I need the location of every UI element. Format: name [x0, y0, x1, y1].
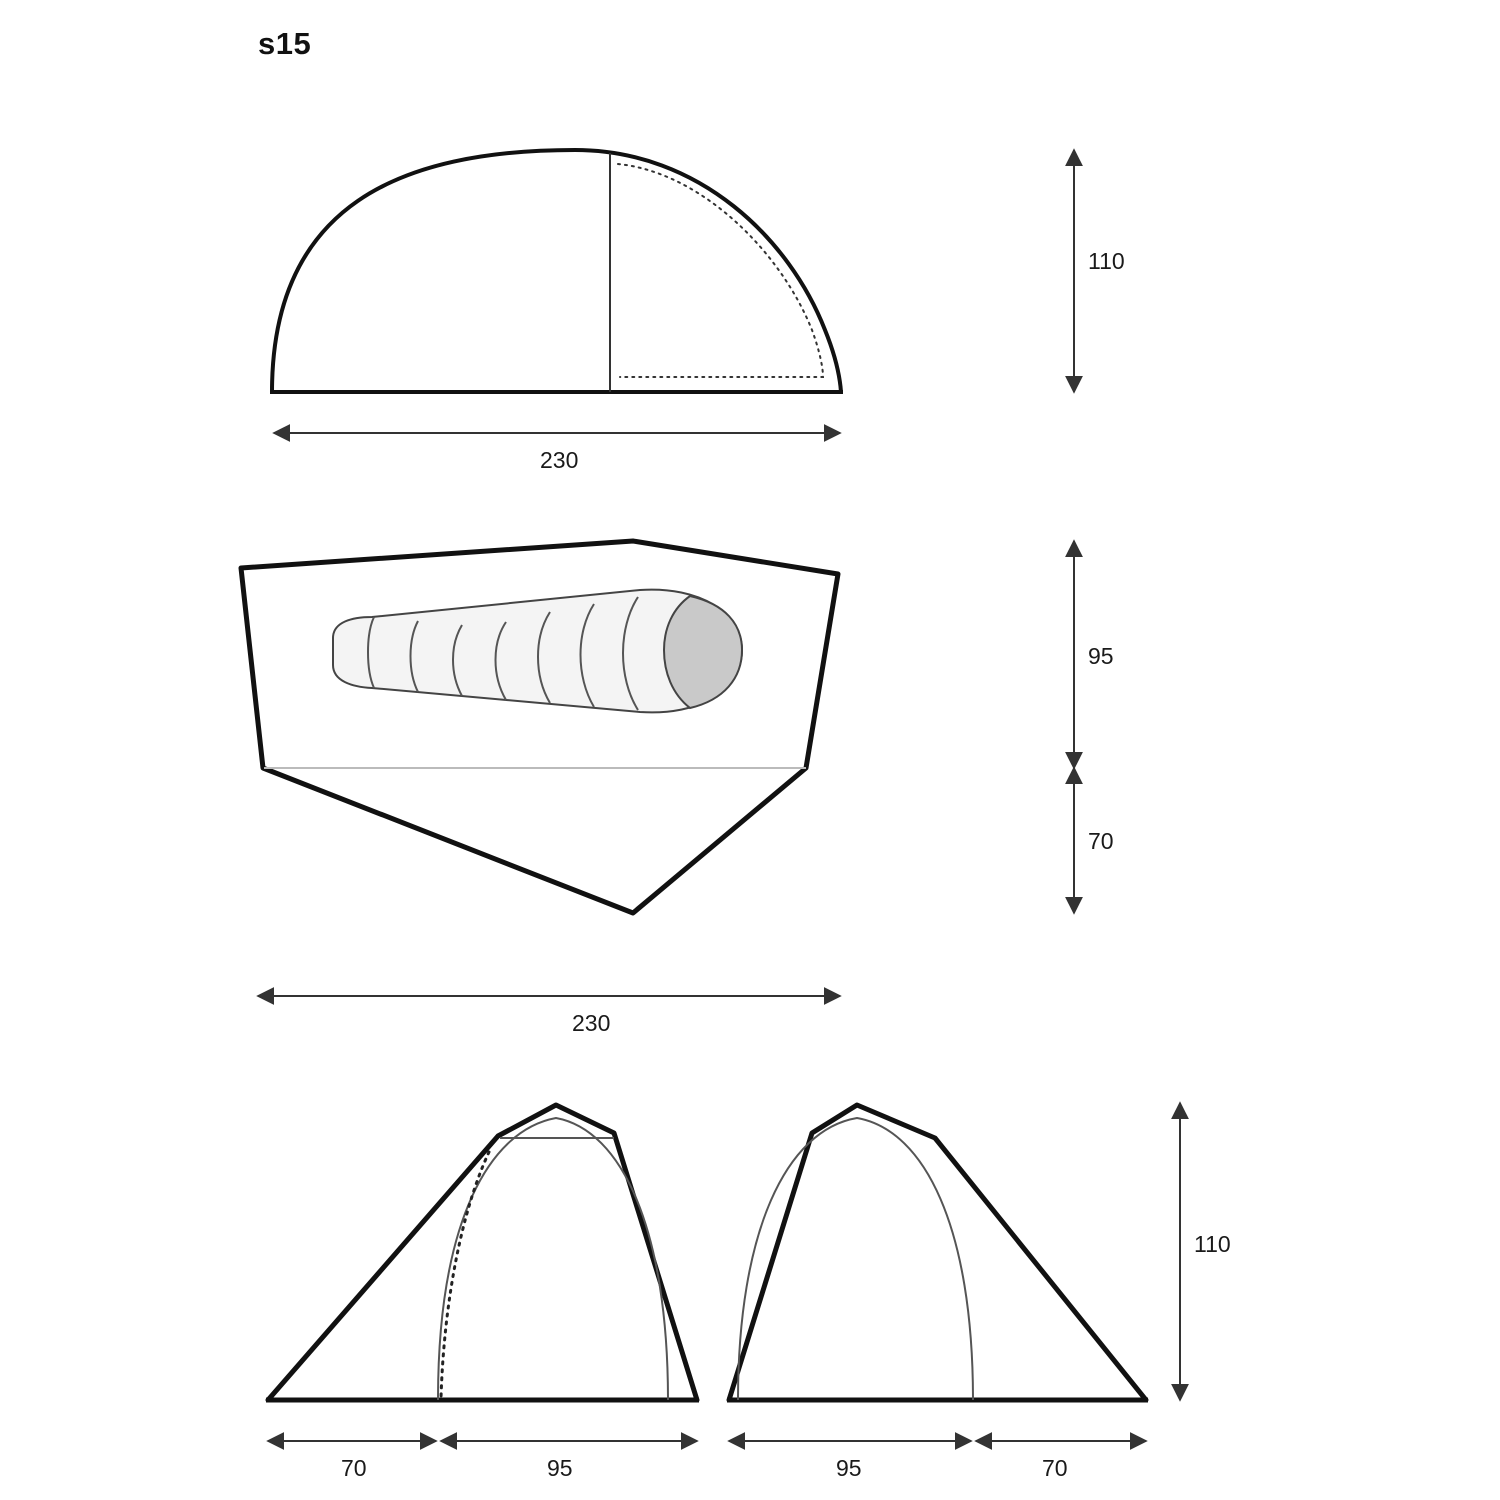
dimension-label-plan-vestibule-depth: 70	[1088, 828, 1114, 854]
dimension-label-plan-inner-width: 95	[1088, 643, 1114, 669]
tent-side-outline	[272, 150, 841, 392]
page-title: s15	[258, 26, 312, 61]
side-elevation-view	[270, 150, 843, 392]
rear-end-view	[727, 1105, 1148, 1400]
dimension-label-side-length: 230	[540, 447, 579, 473]
dimension-label-plan-length: 230	[572, 1010, 611, 1036]
dimension-label-rear-inner-width: 95	[836, 1455, 862, 1481]
dimension-label-front-vestibule-width: 70	[341, 1455, 367, 1481]
front-end-view	[266, 1105, 699, 1400]
dimension-label-front-inner-width: 95	[547, 1455, 573, 1481]
dimension-label-side-height: 110	[1088, 248, 1125, 274]
tent-plan-outline	[241, 541, 838, 913]
tent-front-outline	[268, 1105, 697, 1400]
tent-rear-outline	[729, 1105, 1146, 1400]
dimension-label-rear-vestibule-width: 70	[1042, 1455, 1068, 1481]
dimension-label-rear-height: 110	[1194, 1231, 1231, 1257]
top-plan-view	[241, 541, 838, 913]
